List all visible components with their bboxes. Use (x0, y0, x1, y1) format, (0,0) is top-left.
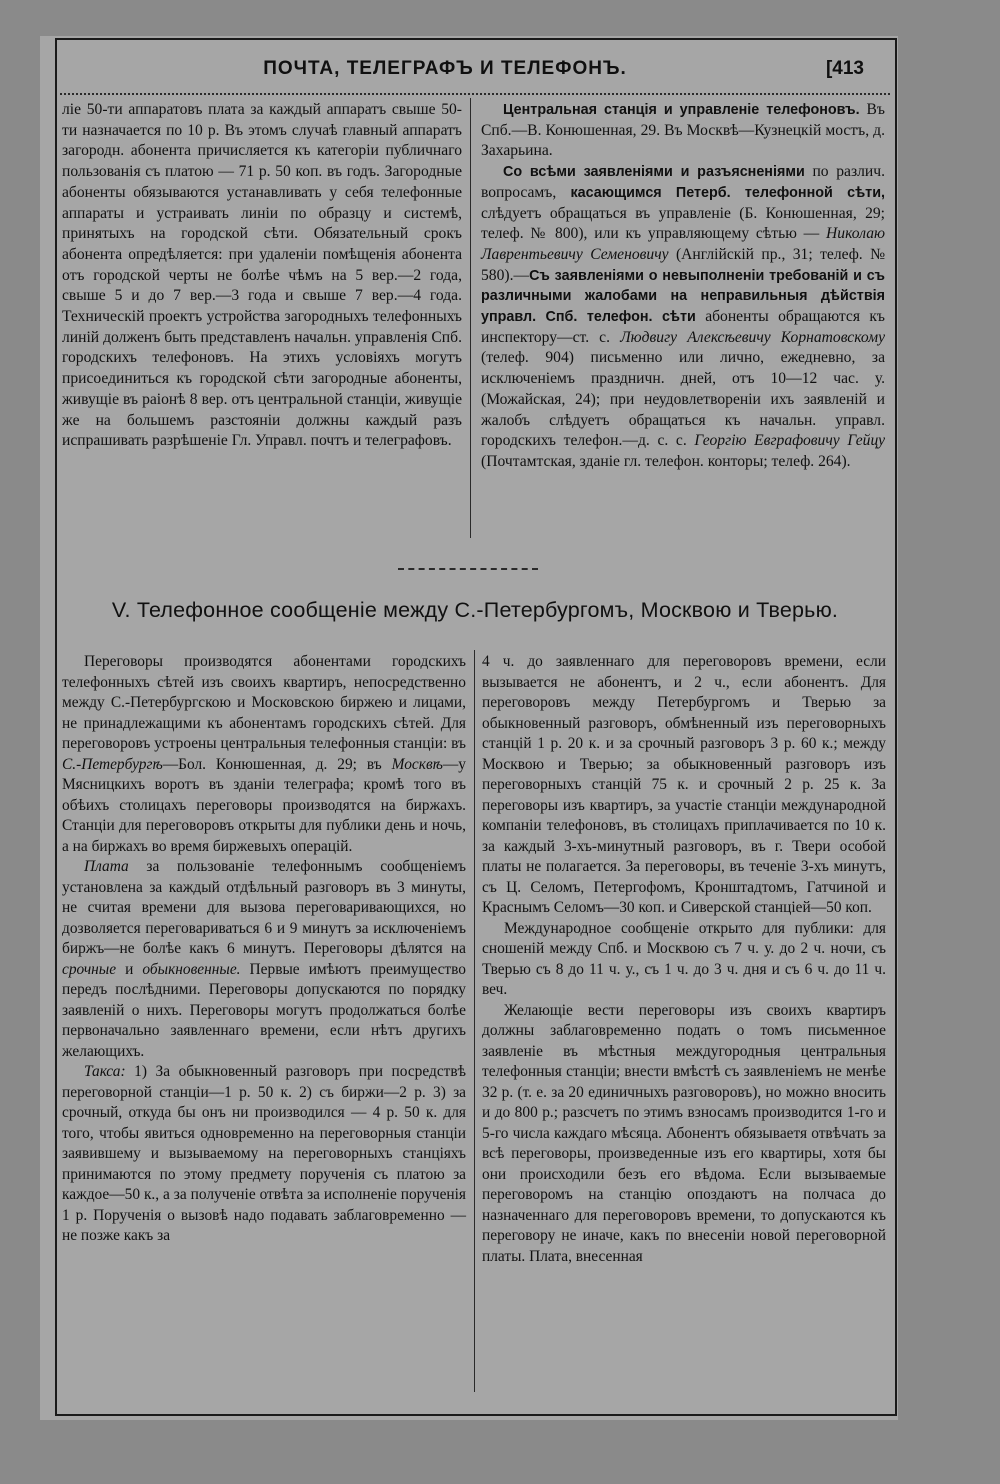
text-run: слѣдуетъ обращаться въ управленіе (Б. Конюшенная, 29; телеф. № 800), или къ управляющему сѣтью — (481, 204, 885, 243)
top-left-column (62, 100, 462, 452)
section-heading: V. Телефонное сообщеніе между С.-Петербургомъ, Москвою и Тверью. (111, 598, 839, 622)
section-separator (398, 568, 538, 570)
bold-run: Съ заявленіями о невыполненіи требованій и съ различными жалобами на неправильныя дѣйствія управл. Спб. телефон. сѣти (481, 267, 885, 326)
frame-left-rule (55, 38, 57, 1416)
text-run: (телеф. 904) письменно или лично, ежедневно, за исключеніемъ праздничн. дней, отъ 10—12 час. у. (Можайская, 24); при неудовлетвореніи ихъ заявленій и жалобъ слѣдуетъ обращаться къ начальн. управл. городскихъ телефон.—д. с. с. (481, 349, 885, 450)
italic-run: Николаю Лаврентьевичу Семеновичу (481, 225, 885, 263)
paragraph: Международное сообщеніе открыто для публики: для сношеній между Спб. и Москвою съ 7 ч. у. до 2 ч. ночи, съ Тверью съ 8 до 11 ч. у., съ 1 ч. до 3 ч. дня и съ 6 ч. до 11 ч. веч. (482, 919, 886, 998)
page-number: [413 (825, 58, 864, 79)
text-run: Переговоры производятся абонентами городскихъ телефонныхъ сѣтей изъ своихъ квартиръ, непосредственно между С.-Петербургскою и Московскою биржею и лицами, не принадлежащими къ абонентамъ городскихъ сѣтей. Для переговоровъ устроены центральныя телефонныя станціи: въ (62, 653, 466, 752)
text-run: (Англійскій пр., 31; телеф. № 580).— (481, 245, 885, 284)
text-run: 1) За обыкновенный разговоръ при посредствѣ переговорной станціи—1 р. 50 к. 2) съ биржи—2 р. 3) за срочный, откуда бы онъ ни производился — 4 р. 50 к. для того, чтобы явиться одновременно на переговорныя станціи заявившему и вызываемому на переговорныхъ станціяхъ принимаются по этому предмету порученія съ платою за каждое—50 к., а за полученіе отвѣта за исполненіе порученія 1 р. Порученія о вызовѣ надо подавать заблаговременно — не позже какъ за (62, 1063, 466, 1244)
italic-run: срочные (62, 960, 117, 978)
paragraph (481, 162, 885, 473)
column-divider (470, 98, 471, 538)
page-header (60, 58, 890, 84)
italic-run: обыкновенные. (142, 960, 241, 978)
italic-run: Москвѣ (391, 755, 443, 773)
paragraph (62, 1062, 466, 1247)
bold-run: Со всѣми заявленіями и разъясненіями (503, 164, 805, 181)
text-run: по различ. вопросамъ, (481, 163, 885, 201)
paragraph: 4 ч. до заявленнаго для переговоровъ времени, если вызывается не абонентъ, и 2 ч., если абонентъ. Для переговоровъ между Петербургомъ и Тверью за обыкновенный разговоръ, обмѣненный изъ переговорныхъ станцій 1 р. 20 к. и за срочный разговоръ 3 р. 60 к.; между Москвою и Тверью; за обыкновенный разговоръ изъ переговорныхъ станцій 75 к. и срочный 2 р. 25 к. За переговоры изъ квартиръ, за участіе станціи международной компаніи телефоновъ, въ столицахъ приплачивается по 10 к. за каждый 3-хъ-минутный разговоръ, въ г. Твери особой платы не полагается. За переговоры, въ теченіе 3-хъ минутъ, съ Ц. Селомъ, Петергофомъ, Кронштадтомъ, Гатчиной и Краснымъ Селомъ—30 коп. и Сиверской станціей—50 коп. (482, 653, 886, 916)
paragraph: ліе 50-ти аппаратовъ плата за каждый аппаратъ свыше 50-ти назначается по 10 р. Въ этомъ случаѣ главный аппаратъ загородн. абонента причисляется къ категоріи публичнаго пользованія съ платою — 71 р. 50 коп. въ годъ. Загородные абоненты обязываются устанавливать у себя телефонные аппараты и устраивать линіи по образцу и системѣ, принятыхъ на городской сѣти. Обязательный срокъ абонента опредѣляется: при удаленіи помѣщенія абонента отъ городской черты не болѣе чѣмъ на 5 вер.—2 года, свыше 5 и до 7 вер.—3 года и свыше 7 вер.—4 года. Техническій проектъ устройства загородныхъ телефонныхъ линій долженъ быть представленъ начальн. управленія Спб. городскихъ телефоновъ. На этихъ условіяхъ могутъ присоединиться къ городской сѣти загородные абоненты, живущіе въ раіонѣ 8 вер. отъ центральной станціи, живущіе же на большемъ разстояніи должны каждый разъ испрашивать разрѣшеніе Гл. Управл. почтъ и телеграфовъ. (62, 101, 462, 450)
text-run: Первые имѣютъ преимущество передъ послѣдними. Переговоры допускаются по порядку заявленій о нихъ. Переговоры могутъ продолжаться болѣе первоначально заявленнаго времени, если нѣтъ другихъ желающихъ. (62, 960, 466, 1060)
bold-run: Центральная станція и управленіе телефоновъ. (503, 102, 860, 118)
top-right-column (481, 100, 885, 473)
italic-run: Людвигу Алексѣевичу Корнатовскому (620, 328, 885, 346)
frame-bottom-rule (55, 1414, 897, 1416)
paragraph (481, 100, 885, 162)
paragraph (62, 857, 466, 1062)
header-divider (60, 93, 890, 95)
text-run: (Почтамтская, зданіе гл. телефон. конторы; телеф. 264). (481, 452, 851, 470)
text-run: абоненты обращаются къ инспектору—ст. с. (481, 308, 885, 346)
frame-right-rule (895, 38, 897, 1416)
bold-run: касающимся Петерб. телефонной сѣти, (570, 184, 885, 201)
running-title: ПОЧТА, ТЕЛЕГРАФЪ И ТЕЛЕФОНЪ. (263, 58, 627, 79)
italic-run: Георгію Евграфовичу Гейцу (694, 432, 885, 450)
frame-top-rule (55, 38, 897, 40)
bottom-left-column (62, 652, 466, 1247)
text-run: —у Мясницкихъ воротъ въ зданіи телеграфа; кромѣ того въ обѣихъ столицахъ переговоры производятся на биржахъ. Станціи для переговоровъ открыты для публики день и ночь, а на биржахъ во время биржевыхъ операцій. (62, 755, 466, 855)
italic-run: Плата (84, 858, 129, 875)
paragraph (62, 652, 466, 857)
bottom-right-column (482, 652, 886, 1267)
paragraph: Желающіе вести переговоры изъ своихъ квартиръ должны заблаговременно подать о томъ письменное заявленіе въ мѣстныя междугородныя центральныя телефонныя станціи; внести вмѣстѣ съ заявленіемъ не менѣе 32 р. (т. е. за 20 единичныхъ разговоровъ), но можно вносить и до 800 р.; разсчетъ по этимъ взносамъ производится 1-го и 5-го числа каждаго мѣсяца. Абонентъ обязываетя отвѣчать за всѣ переговоры, произведенные изъ его квартиры, хотя бы они происходили безъ его вѣдома. Если вызываемые переговоромъ на станцію опоздаютъ на полчаса до назначеннаго для переговоровъ времени, то допускаются къ переговору не иначе, какъ по внесеніи новой переговорной платы. Плата, внесенная (482, 1001, 886, 1265)
italic-run: Такса: (84, 1063, 126, 1080)
text-run: и (116, 960, 143, 978)
text-run: за пользованіе телефоннымъ сообщеніемъ установлена за каждый отдѣльный разговоръ въ 3 минуты, не считая времени для вызова переговаривающихся, но дозволяется переговариваться 6 и 9 минутъ за исключеніемъ биржъ—не болѣе какъ 6 минутъ. Переговоры дѣлятся на (62, 858, 466, 957)
column-divider (474, 650, 475, 1392)
text-run: Въ Спб.—В. Конюшенная, 29. Въ Москвѣ—Кузнецкій мостъ, д. Захарьина. (481, 101, 885, 160)
italic-run: С.-Петербургѣ (62, 755, 163, 773)
text-run: —Бол. Конюшенная, д. 29; въ (162, 755, 392, 773)
